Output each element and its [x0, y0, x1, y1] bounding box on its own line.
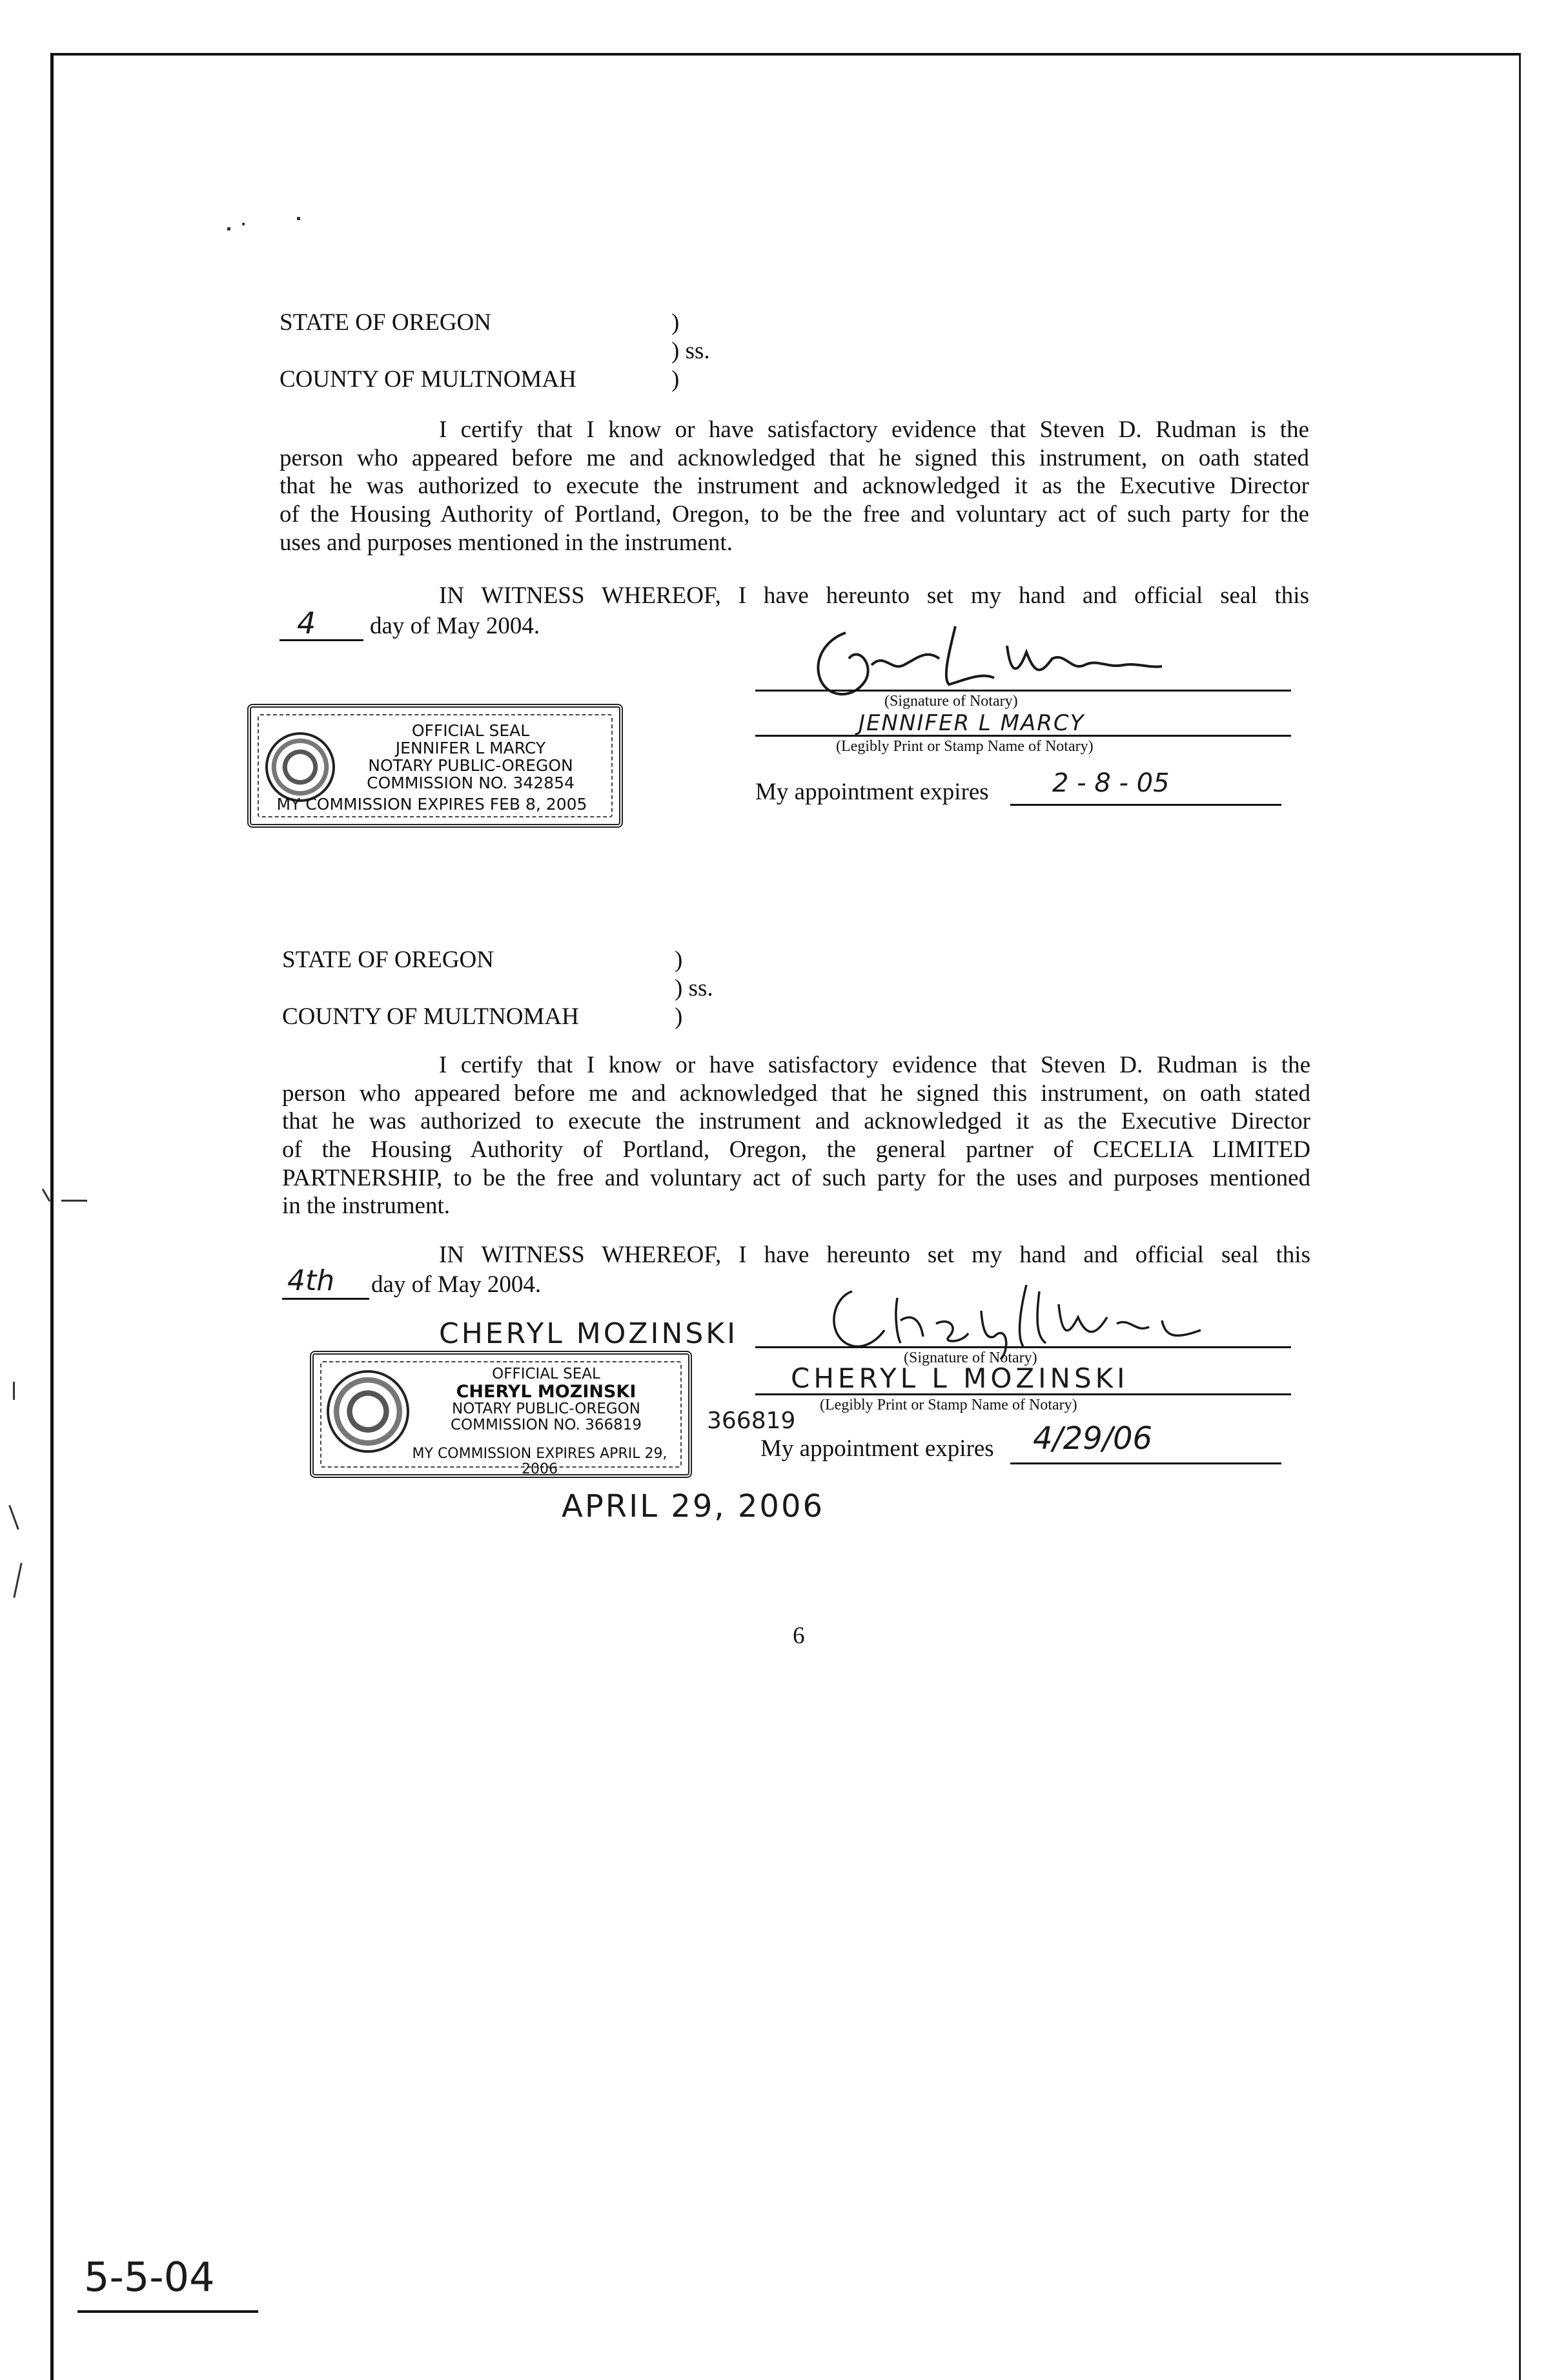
- seal-line: OFFICIAL SEAL: [492, 1366, 600, 1382]
- paragraph-line: that he was authorized to execute the instrument and acknowledged it as the Executive Director: [280, 473, 1309, 500]
- certification-paragraph: [282, 1051, 1310, 1220]
- handwritten-expiry-date: APRIL 29, 2006: [562, 1488, 825, 1524]
- handwritten-expiry: 2 - 8 - 05: [1052, 768, 1170, 798]
- scan-speck: [13, 1382, 15, 1400]
- paragraph-line: uses and purposes mentioned in the instrument.: [280, 529, 733, 556]
- appointment-label: My appointment expires: [760, 1435, 994, 1462]
- day-suffix: day of May 2004.: [371, 1271, 542, 1298]
- printed-name-line: [755, 1393, 1291, 1395]
- state-label: STATE OF OREGON: [282, 947, 494, 973]
- seal-line: NOTARY PUBLIC-OREGON: [451, 1400, 640, 1417]
- handwritten-day: 4: [297, 606, 316, 641]
- paragraph-line: PARTNERSHIP, to be the free and voluntary act of such party for the uses and purposes mentioned: [282, 1164, 1310, 1191]
- printed-name-caption: (Legibly Print or Stamp Name of Notary): [836, 738, 1094, 755]
- paragraph-line: person who appeared before me and acknowledged that he signed this instrument, on oath stated: [282, 1080, 1310, 1107]
- seal-line: JENNIFER L MARCY: [395, 739, 546, 757]
- appointment-line: [1010, 804, 1281, 806]
- county-label: COUNTY OF MULTNOMAH: [282, 1003, 579, 1030]
- bracket: ): [675, 947, 683, 973]
- paragraph-line: of the Housing Authority of Portland, Oregon, to be the free and voluntary act of such party for the: [280, 500, 1309, 528]
- official-seal-stamp: [310, 1351, 692, 1478]
- day-underline: [280, 639, 363, 641]
- handwritten-expiry: 4/29/06: [1033, 1421, 1153, 1457]
- scan-speck: [13, 1563, 22, 1597]
- ss-label: ) ss.: [671, 338, 710, 364]
- scan-speck: [8, 1505, 19, 1530]
- seal-line: NOTARY PUBLIC-OREGON: [368, 756, 573, 775]
- seal-line: OFFICIAL SEAL: [411, 721, 530, 740]
- printed-name-caption: (Legibly Print or Stamp Name of Notary): [820, 1397, 1077, 1413]
- handwritten-day: 4th: [287, 1264, 335, 1297]
- seal-line: MY COMMISSION EXPIRES FEB 8, 2005: [276, 795, 587, 814]
- printed-name-line: [755, 735, 1291, 737]
- handwritten-corner-date: 5-5-04: [84, 2253, 215, 2301]
- appointment-label: My appointment expires: [755, 779, 989, 805]
- seal-line: COMMISSION NO. 366819: [450, 1416, 642, 1433]
- page-number: 6: [793, 1623, 805, 1649]
- paragraph-line: I certify that I know or have satisfactory evidence that Steven D. Rudman is the: [439, 1052, 1310, 1078]
- paragraph-line: of the Housing Authority of Portland, Oregon, the general partner of CECELIA LIMITED: [282, 1136, 1310, 1163]
- handwritten-printed-name: JENNIFER L MARCY: [859, 710, 1085, 736]
- bracket: ): [675, 1003, 683, 1030]
- scan-speck: [242, 223, 245, 225]
- scan-speck: [61, 1200, 87, 1202]
- paragraph-line: I certify that I know or have satisfactory evidence that Steven D. Rudman is the: [439, 416, 1309, 443]
- handwritten-name: CHERYL MOZINSKI: [439, 1317, 738, 1350]
- paragraph-line: that he was authorized to execute the instrument and acknowledged it as the Executive Director: [282, 1108, 1310, 1135]
- signature-line: [755, 1346, 1291, 1348]
- day-underline: [282, 1298, 369, 1300]
- seal-line: CHERYL MOZINSKI: [456, 1381, 636, 1402]
- state-label: STATE OF OREGON: [280, 309, 491, 336]
- witness-line: IN WITNESS WHEREOF, I have hereunto set my hand and official seal this: [439, 582, 1309, 609]
- county-label: COUNTY OF MULTNOMAH: [280, 366, 576, 393]
- state-seal-icon: [327, 1370, 409, 1453]
- scan-speck: [227, 227, 230, 231]
- seal-line: MY COMMISSION EXPIRES APRIL 29, 2006: [412, 1446, 667, 1477]
- corner-underline: [77, 2310, 258, 2313]
- day-suffix: day of May 2004.: [370, 613, 540, 639]
- bracket: ): [671, 309, 680, 336]
- witness-line: IN WITNESS WHEREOF, I have hereunto set my hand and official seal this: [439, 1242, 1310, 1268]
- signature-caption: (Signature of Notary): [884, 693, 1018, 710]
- paragraph-line: in the instrument.: [282, 1193, 450, 1220]
- state-seal-icon: [265, 732, 335, 802]
- signature-line: [755, 690, 1291, 692]
- official-seal-stamp: [247, 704, 623, 828]
- signature-caption: (Signature of Notary): [904, 1349, 1037, 1366]
- seal-line: COMMISSION NO. 342854: [367, 774, 575, 792]
- certification-paragraph: [280, 416, 1309, 557]
- scan-speck: [297, 217, 300, 220]
- bracket: ): [671, 366, 680, 393]
- scan-speck: [42, 1189, 51, 1202]
- appointment-line: [1010, 1462, 1281, 1464]
- ss-label: ) ss.: [675, 975, 713, 1001]
- handwritten-commission-number: 366819: [707, 1408, 796, 1434]
- handwritten-printed-name: CHERYL L MOZINSKI: [791, 1362, 1129, 1394]
- paragraph-line: person who appeared before me and acknowledged that he signed this instrument, on oath stated: [280, 444, 1309, 471]
